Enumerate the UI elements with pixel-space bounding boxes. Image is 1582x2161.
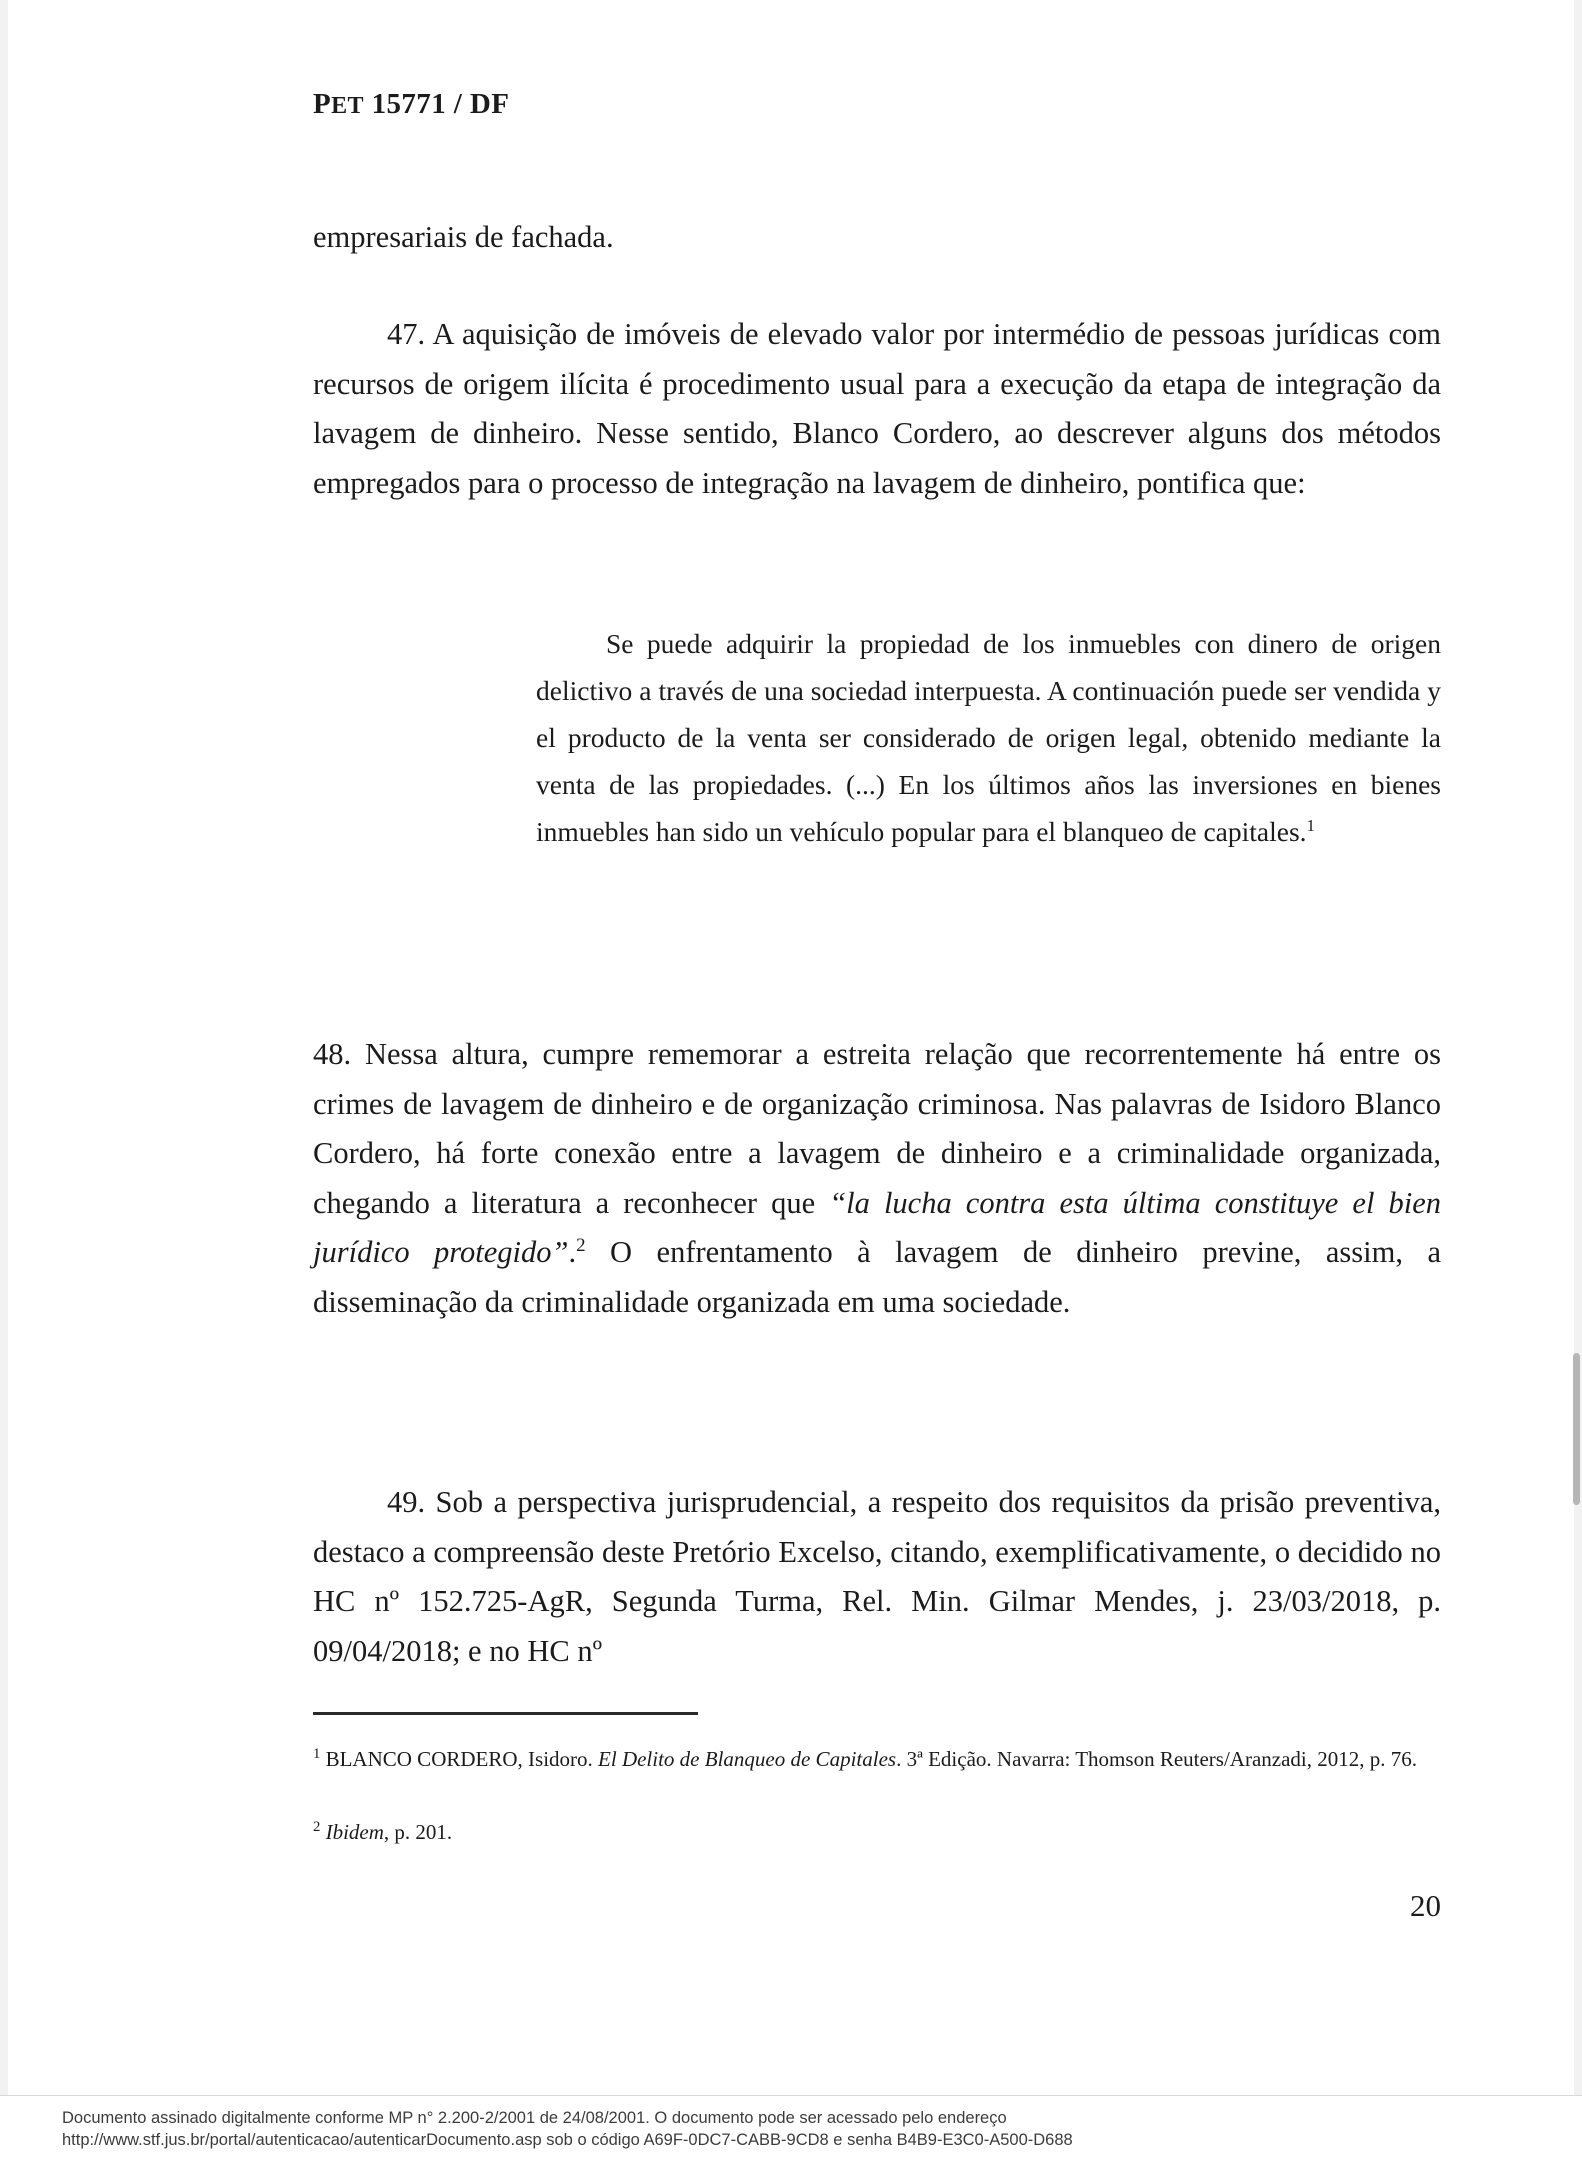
running-head-initial: P — [313, 88, 332, 120]
page-number: 20 — [1410, 1888, 1441, 1923]
footnote-1-part1: BLANCO CORDERO, Isidoro. — [325, 1747, 599, 1771]
footnote-1-marker: 1 — [313, 1746, 321, 1762]
paragraph-48 — [313, 1030, 1441, 1327]
footnote-2-part2: , p. 201. — [383, 1820, 453, 1844]
footnote-1-part2: . 3ª Edição. Navarra: Thomson Reuters/Aranzadi, 2012, p. 76. — [896, 1747, 1418, 1771]
viewer-left-gutter — [0, 0, 8, 2160]
authentication-footer — [0, 2095, 1582, 2161]
blockquote-blanco-cordero — [536, 620, 1441, 855]
running-head-smallcaps: ET — [331, 93, 364, 119]
footnote-2-ibidem: Ibidem — [325, 1820, 384, 1844]
paragraph-48-punct: . — [568, 1235, 577, 1269]
running-head-rest: 15771 / DF — [363, 88, 510, 120]
blockquote-text: Se puede adquirir la propiedad de los inmuebles con dinero de origen delictivo a través de una sociedad interpuesta. A continuación puede ser vendida y el producto de la venta ser considerado de origen legal, obtenido mediante la venta de las propiedades. (...) En los últimos años las inversiones en bienes inmuebles han sido un vehículo popular para el blanqueo de capitales. — [536, 628, 1441, 847]
footnote-2 — [313, 1817, 1443, 1848]
footnote-ref-1[interactable]: 1 — [1306, 815, 1316, 835]
authentication-line-2: http://www.stf.jus.br/portal/autenticacao/autenticarDocumento.asp sob o código A69F-0DC7-CABB-9CD8 e senha B4B9-E3C0-A500-D688 — [62, 2131, 1073, 2149]
paragraph-48-part1: 48. Nessa altura, cumpre rememorar a estreita relação que recorrentemente há entre os crimes de lavagem de dinheiro e de organização criminosa. Nas palavras de Isidoro Blanco Cordero, há forte conexão entre a lavagem de dinheiro e a criminalidade organizada, chegando a literatura a reconhecer que — [313, 1037, 1441, 1220]
vertical-scrollbar-thumb[interactable] — [1573, 1353, 1580, 1505]
paragraph-47: 47. A aquisição de imóveis de elevado valor por intermédio de pessoas jurídicas com recursos de origem ilícita é procedimento usual para a execução da etapa de integração da lavagem de dinheiro. Nesse sentido, Blanco Cordero, ao descrever alguns dos métodos empregados para o processo de integração na lavagem de dinheiro, pontifica que: — [313, 317, 1441, 500]
footnote-separator-rule — [313, 1712, 698, 1715]
footnote-1-title: El Delito de Blanqueo de Capitales — [598, 1747, 897, 1771]
vertical-scrollbar-track[interactable] — [1571, 0, 1582, 2160]
running-head — [313, 88, 1463, 121]
footnote-1 — [313, 1744, 1443, 1775]
authentication-line-1: Documento assinado digitalmente conforme MP n° 2.200-2/2001 de 24/08/2001. O documento pode ser acessado pelo endereço — [62, 2109, 1007, 2127]
paragraph-49: 49. Sob a perspectiva jurisprudencial, a respeito dos requisitos da prisão preventiva, destaco a compreensão deste Pretório Excelso, citando, exemplificativamente, o decidido no HC nº 152.725-AgR, Segunda Turma, Rel. Min. Gilmar Mendes, j. 23/03/2018, p. 09/04/2018; e no HC nº — [313, 1485, 1441, 1668]
footnote-ref-2[interactable]: 2 — [576, 1234, 586, 1256]
paragraph-48-part2: O enfrentamento à lavagem de dinheiro previne, assim, a disseminação da criminalidade organizada em uma sociedade. — [313, 1235, 1442, 1319]
paragraph-48-italic-quote: “la lucha contra esta última constituye el bien jurídico protegido” — [313, 1185, 1441, 1269]
paragraph-carryover: empresariais de fachada. — [313, 220, 614, 254]
document-page — [8, 0, 1574, 2095]
footnote-2-marker: 2 — [313, 1819, 321, 1835]
